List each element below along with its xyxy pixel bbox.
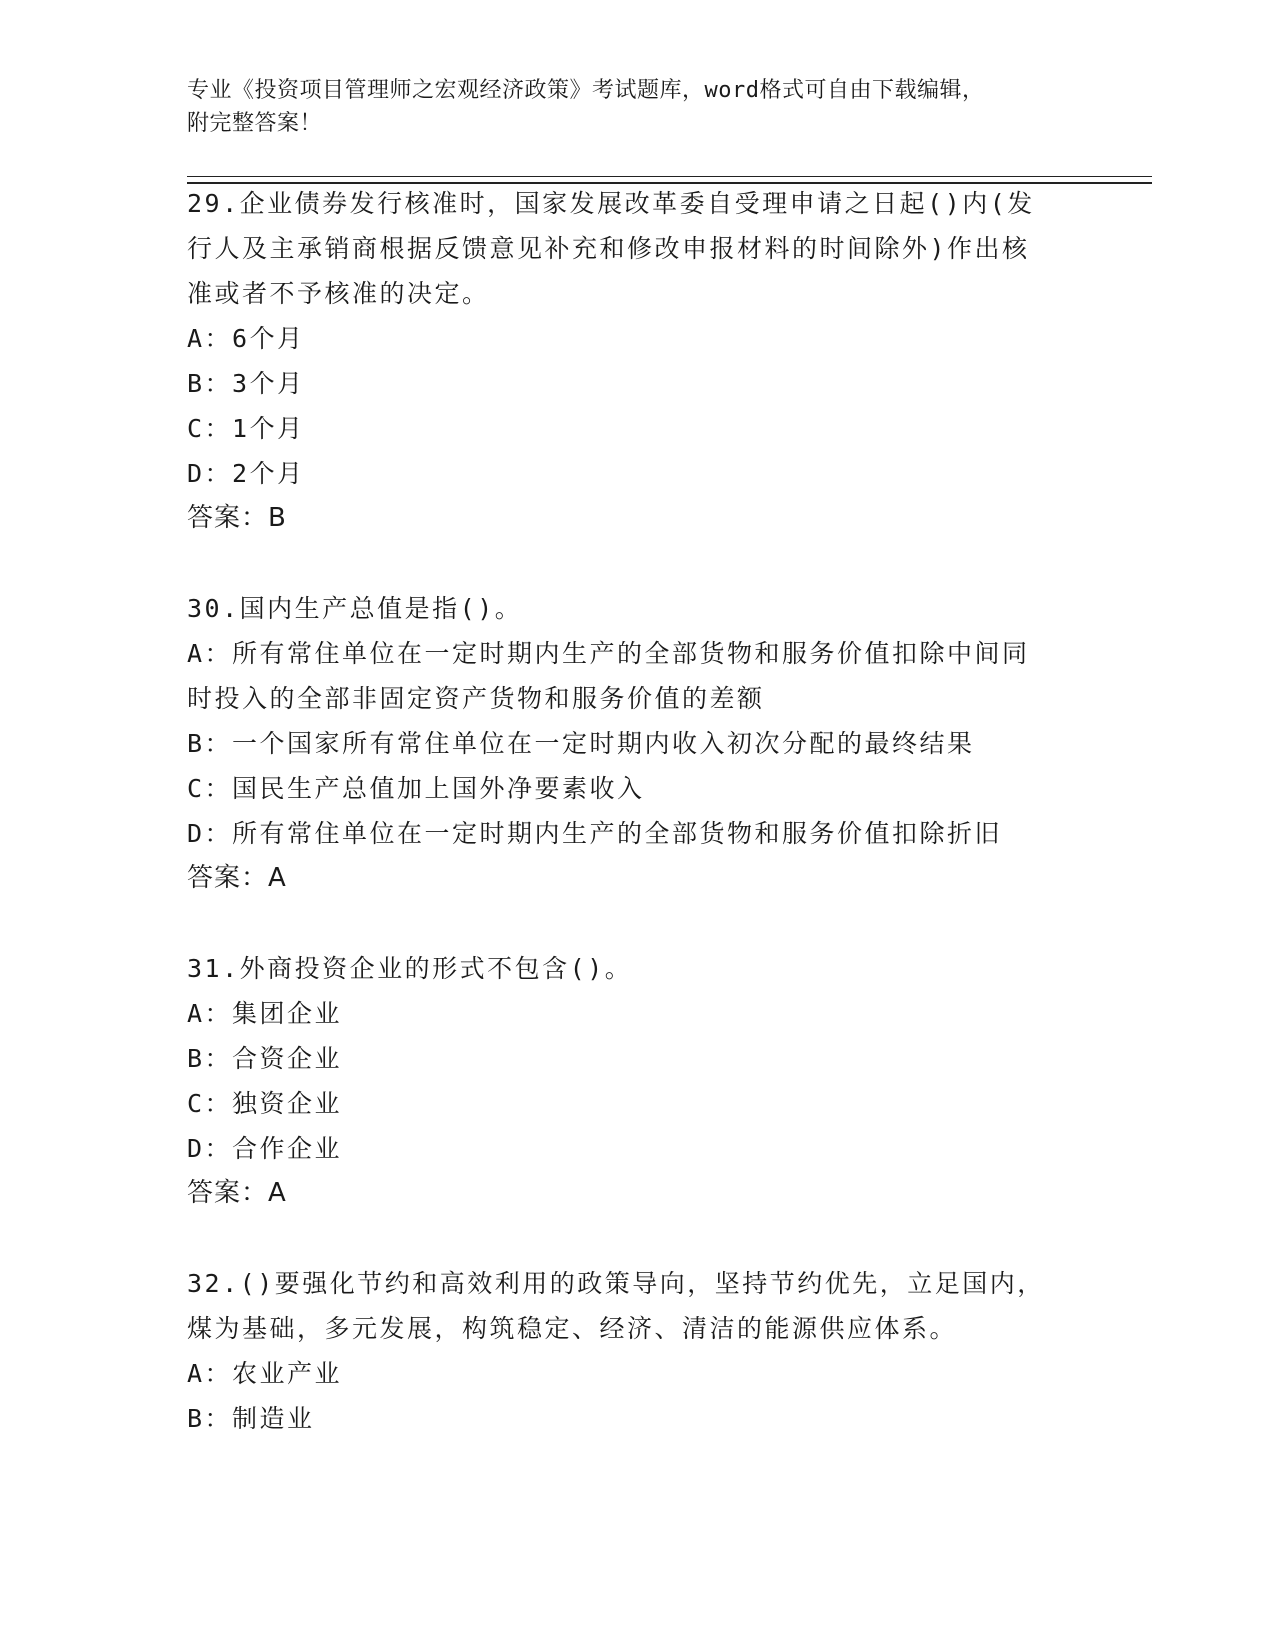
answer-line: 答案：A — [187, 1178, 287, 1208]
document-header — [187, 74, 1087, 140]
question-stem-line: 准或者不予核准的决定。 — [187, 279, 490, 308]
question-stem-line: 29.企业债券发行核准时，国家发展改革委自受理申请之日起()内(发 — [187, 189, 1035, 218]
question-30 — [187, 586, 1087, 901]
option-a: A：6个月 — [187, 324, 305, 353]
option-d: D：合作企业 — [187, 1134, 343, 1163]
question-29 — [187, 181, 1087, 541]
question-32 — [187, 1261, 1087, 1441]
option-c: C：1个月 — [187, 414, 305, 443]
option-c: C：独资企业 — [187, 1089, 343, 1118]
option-a: A：农业产业 — [187, 1359, 343, 1388]
option-c: C：国民生产总值加上国外净要素收入 — [187, 774, 645, 803]
option-a: A：集团企业 — [187, 999, 343, 1028]
answer-line: 答案：B — [187, 503, 287, 533]
question-stem-line: 32.()要强化节约和高效利用的政策导向，坚持节约优先，立足国内， — [187, 1269, 1045, 1298]
option-b: B：合资企业 — [187, 1044, 343, 1073]
option-a-continued: 时投入的全部非固定资产货物和服务价值的差额 — [187, 684, 765, 713]
option-d: D：2个月 — [187, 459, 305, 488]
header-line-2: 附完整答案！ — [187, 111, 323, 136]
answer-line: 答案：A — [187, 863, 287, 893]
question-stem-line: 30.国内生产总值是指()。 — [187, 594, 523, 623]
option-a: A：所有常住单位在一定时期内生产的全部货物和服务价值扣除中间同 — [187, 639, 1030, 668]
question-stem-line: 行人及主承销商根据反馈意见补充和修改申报材料的时间除外)作出核 — [187, 234, 1030, 263]
question-stem-line: 31.外商投资企业的形式不包含()。 — [187, 954, 633, 983]
option-d: D：所有常住单位在一定时期内生产的全部货物和服务价值扣除折旧 — [187, 819, 1003, 848]
option-b: B：3个月 — [187, 369, 305, 398]
option-b: B：一个国家所有常住单位在一定时期内收入初次分配的最终结果 — [187, 729, 975, 758]
header-line-1: 专业《投资项目管理师之宏观经济政策》考试题库，word格式可自由下载编辑， — [187, 78, 985, 103]
header-divider-thin — [187, 176, 1152, 177]
question-31 — [187, 946, 1087, 1216]
option-b: B：制造业 — [187, 1404, 315, 1433]
question-stem-line: 煤为基础，多元发展，构筑稳定、经济、清洁的能源供应体系。 — [187, 1314, 958, 1343]
